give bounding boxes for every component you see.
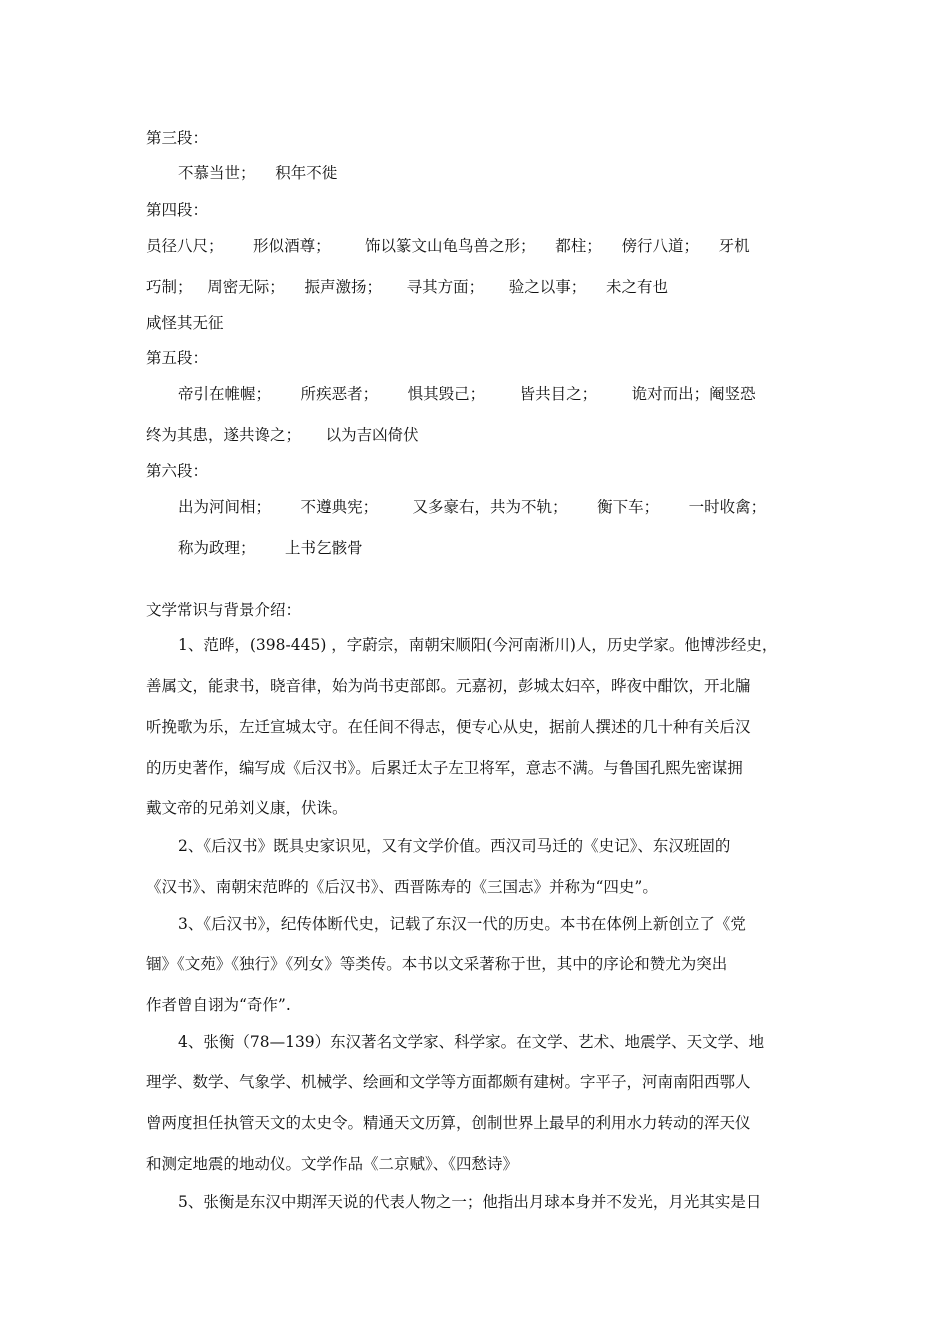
para1-line-1: 1、范晔，(398-445) ，字蔚宗，南朝宋顺阳(今河南淅川)人，历史学家。他博涉经史， <box>178 636 778 654</box>
section3-line-1: 不慕当世； 积年不徙 <box>178 164 338 182</box>
para4-line-4: 和测定地震的地动仪。文学作品《二京赋》、《四愁诗》 <box>146 1155 519 1173</box>
para3-line-2: 锢》《文苑》《独行》《列女》等类传。本书以文采著称于世，其中的序论和赞尤为突出 <box>146 955 728 973</box>
para1-line-3: 听挽歌为乐，左迁宣城太守。在任间不得志，便专心从史，据前人撰述的几十种有关后汉 <box>146 718 751 736</box>
section6-heading: 第六段： <box>146 462 209 480</box>
para1-line-2: 善属文，能隶书，晓音律，始为尚书吏部郎。元嘉初，彭城太妇卒，晔夜中酣饮，开北牖 <box>146 677 751 695</box>
para1-line-4: 的历史著作，编写成《后汉书》。后累迁太子左卫将军，意志不满。与鲁国孔熙先密谋拥 <box>146 759 743 777</box>
section5-heading: 第五段： <box>146 349 209 367</box>
section5-line-2: 终为其患，遂共谗之； 以为吉凶倚伏 <box>146 426 419 444</box>
section5-line-1: 帝引在帷幄； 所疾恶者； 惧其毁己； 皆共目之； 诡对而出；阉竖恐 <box>178 385 756 403</box>
section4-line-1: 员径八尺； 形似酒尊； 饰以篆文山龟鸟兽之形； 都柱； 傍行八道； 牙机 <box>146 237 750 255</box>
para4-line-2: 理学、数学、气象学、机械学、绘画和文学等方面都颇有建树。字平子，河南南阳西鄂人 <box>146 1073 751 1091</box>
para2-line-1: 2、《后汉书》既具史家识见，又有文学价值。西汉司马迁的《史记》、东汉班固的 <box>178 837 731 855</box>
section4-heading: 第四段： <box>146 201 209 219</box>
para3-line-1: 3、《后汉书》，纪传体断代史，记载了东汉一代的历史。本书在体例上新创立了《党 <box>178 915 746 933</box>
para4-line-1: 4、张衡（78—139）东汉著名文学家、科学家。在文学、艺术、地震学、天文学、地 <box>178 1033 765 1051</box>
para1-line-5: 戴文帝的兄弟刘义康，伏诛。 <box>146 799 348 817</box>
section4-line-3: 咸怪其无征 <box>146 314 224 332</box>
section6-line-1: 出为河间相； 不遵典宪； 又多豪右，共为不轨； 衡下车； 一时收禽； <box>178 498 767 516</box>
background-heading: 文学常识与背景介绍： <box>146 601 302 619</box>
section3-heading: 第三段： <box>146 129 209 147</box>
para5-line-1: 5、张衡是东汉中期浑天说的代表人物之一；他指出月球本身并不发光，月光其实是日 <box>178 1193 762 1211</box>
para3-line-3: 作者曾自诩为“奇作”. <box>146 996 291 1014</box>
para4-line-3: 曾两度担任执管天文的太史令。精通天文历算，创制世界上最早的利用水力转动的浑天仪 <box>146 1114 751 1132</box>
para2-line-2: 《汉书》、南朝宋范晔的《后汉书》、西晋陈寿的《三国志》并称为“四史”。 <box>146 878 658 896</box>
section4-line-2: 巧制； 周密无际； 振声激扬； 寻其方面； 验之以事； 未之有也 <box>146 278 668 296</box>
section6-line-2: 称为政理； 上书乞骸骨 <box>178 539 363 557</box>
